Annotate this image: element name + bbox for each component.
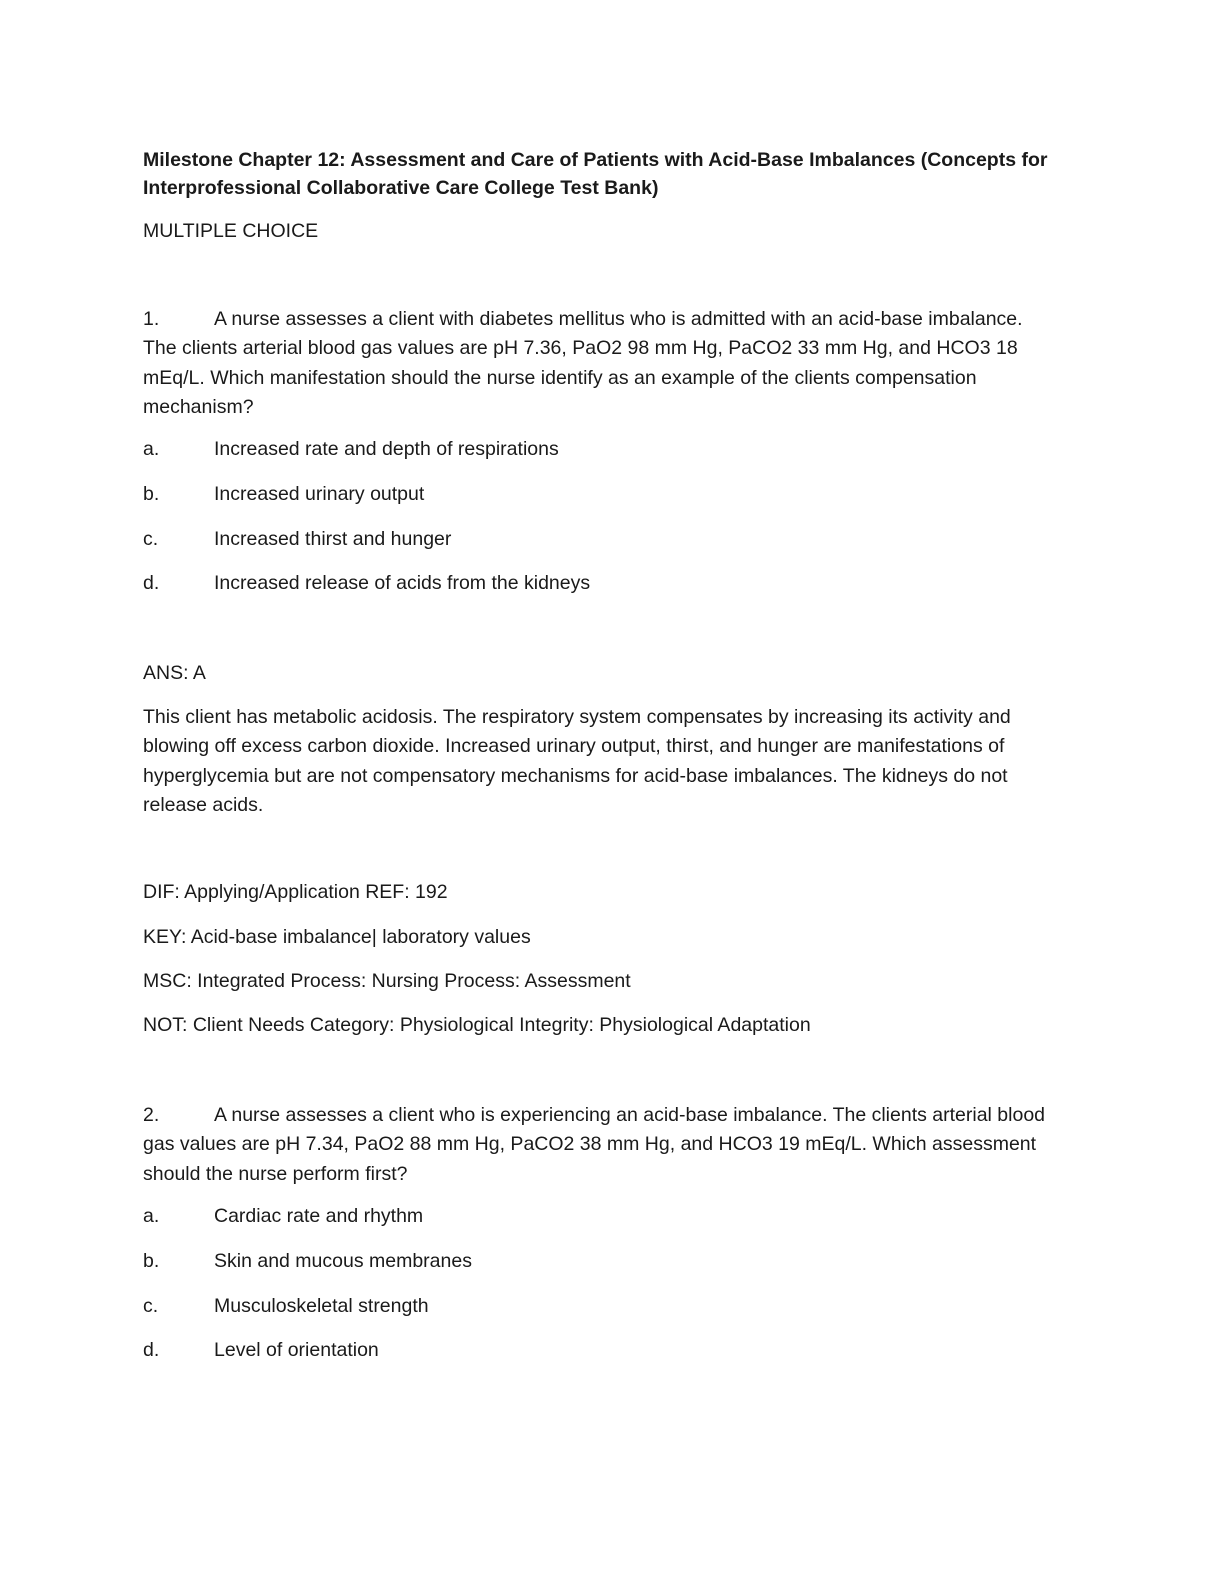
section-heading: MULTIPLE CHOICE bbox=[143, 220, 319, 242]
option-letter: c. bbox=[143, 1295, 159, 1317]
document-title: Milestone Chapter 12: Assessment and Care of Patients with Acid-Base Imbalances (Concepts for Interprofessional Collaborative Care College Test Bank) bbox=[143, 149, 1048, 199]
option-2a bbox=[143, 1202, 1043, 1230]
option-text: Cardiac rate and rhythm bbox=[214, 1205, 424, 1227]
question-stem: A nurse assesses a client who is experiencing an acid-base imbalance. The clients arterial blood gas values are pH 7.34, PaO2 88 mm Hg, PaCO2 38 mm Hg, and HCO3 19 mEq/L. Which assessment should the nurse perform first? bbox=[143, 1104, 1046, 1185]
option-1b bbox=[143, 480, 1043, 508]
option-letter: c. bbox=[143, 528, 159, 550]
not-1: NOT: Client Needs Category: Physiological Integrity: Physiological Adaptation bbox=[143, 1014, 811, 1036]
option-text: Musculoskeletal strength bbox=[214, 1295, 429, 1317]
option-text: Increased urinary output bbox=[214, 483, 425, 505]
option-letter: b. bbox=[143, 1250, 160, 1272]
option-1d bbox=[143, 569, 1043, 597]
option-letter: a. bbox=[143, 1205, 160, 1227]
rationale-1: This client has metabolic acidosis. The respiratory system compensates by increasing its activity and blowing off excess carbon dioxide. Increased urinary output, thirst, and hunger are manifestations of hyperglycemia but are not compensatory mechanisms for acid-base imbalances. The kidneys do not release acids. bbox=[143, 706, 1011, 816]
option-text: Increased rate and depth of respirations bbox=[214, 438, 559, 460]
option-text: Increased release of acids from the kidneys bbox=[214, 572, 591, 594]
option-letter: a. bbox=[143, 438, 160, 460]
option-text: Level of orientation bbox=[214, 1339, 379, 1361]
option-2d bbox=[143, 1336, 1043, 1364]
question-stem: A nurse assesses a client with diabetes mellitus who is admitted with an acid-base imbalance. The clients arterial blood gas values are pH 7.36, PaO2 98 mm Hg, PaCO2 33 mm Hg, and HCO3 18 mEq/L. Which manifestation should the nurse identify as an example of the clients compensation mechanism? bbox=[143, 308, 1023, 418]
question-number: 2. bbox=[143, 1104, 160, 1126]
option-letter: d. bbox=[143, 1339, 160, 1361]
key-1: KEY: Acid-base imbalance| laboratory values bbox=[143, 926, 531, 948]
answer-1: ANS: A bbox=[143, 662, 206, 684]
msc-1: MSC: Integrated Process: Nursing Process: Assessment bbox=[143, 970, 631, 992]
dif-1: DIF: Applying/Application REF: 192 bbox=[143, 881, 448, 903]
option-letter: b. bbox=[143, 483, 160, 505]
option-2b bbox=[143, 1247, 1043, 1275]
option-1c bbox=[143, 525, 1043, 553]
option-1a bbox=[143, 435, 1043, 463]
option-letter: d. bbox=[143, 572, 160, 594]
option-text: Skin and mucous membranes bbox=[214, 1250, 472, 1272]
question-1 bbox=[143, 305, 1058, 422]
option-text: Increased thirst and hunger bbox=[214, 528, 452, 550]
question-number: 1. bbox=[143, 308, 160, 330]
question-2 bbox=[143, 1101, 1058, 1189]
option-2c bbox=[143, 1292, 1043, 1320]
